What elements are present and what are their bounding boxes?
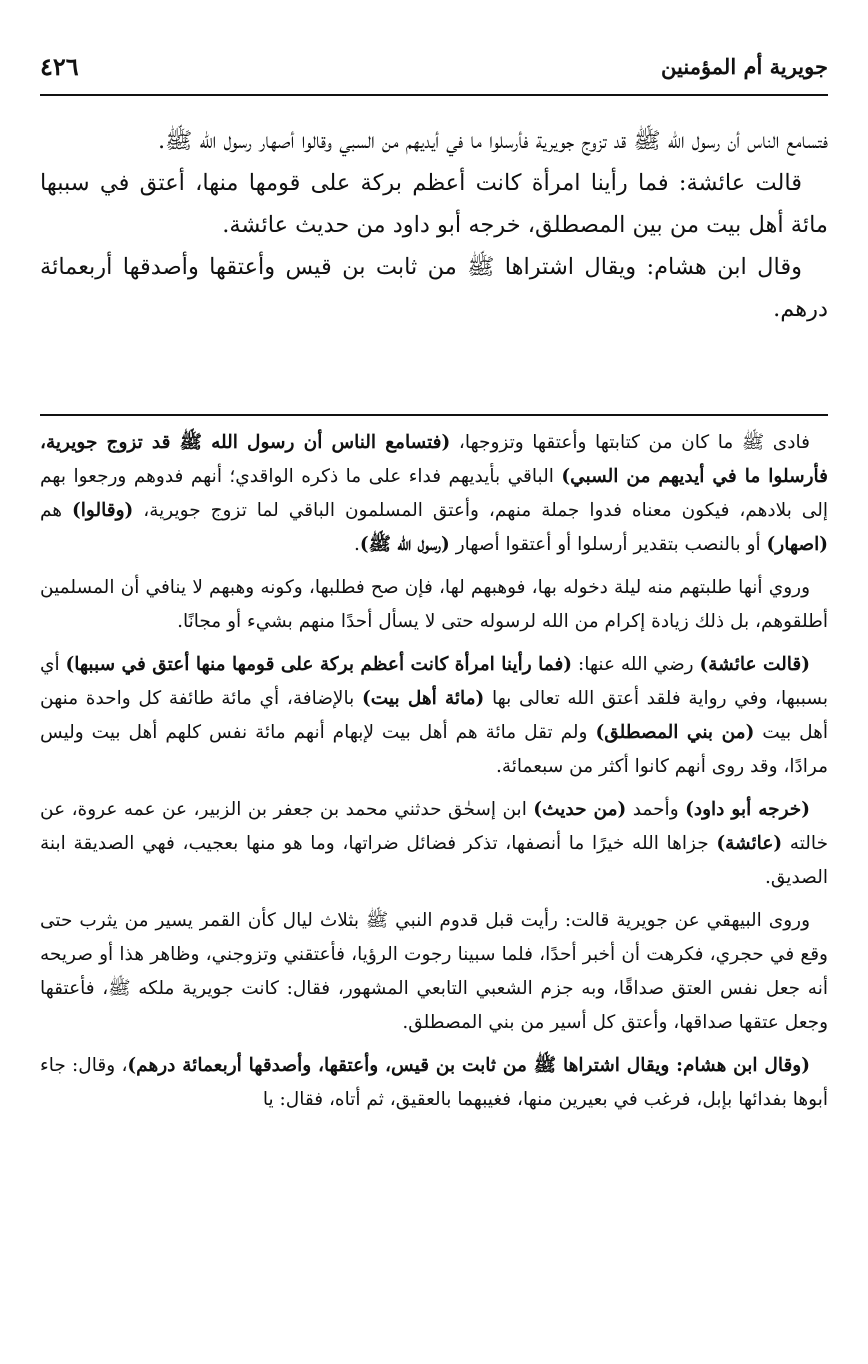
main-paragraph-3: وقال ابن هشام: ويقال اشتراها ﷺ من ثابت بن قيس وأعتقها وأصدقها أربعمائة درهم. (40, 254, 828, 322)
quoted-matn-text: (خرجه أبو داود) (685, 799, 810, 820)
commentary-paragraph-6 (40, 1049, 828, 1117)
commentary-paragraph-5 (40, 904, 828, 1040)
commentary-text: فادى ﷺ ما كان من كتابتها وأعتقها وتزوجها، (450, 432, 810, 453)
main-paragraph-1: فتسامع الناس أن رسول الله ﷺ قد تزوج جويرية فأرسلوا ما في أيديهم من السبي وقالوا أصهار رسول الله ﷺ. (158, 128, 828, 154)
commentary-text: ، وقال: جاء أبوها بفدائها بإبل، فرغب في بعيرين منها، فغيبهما بالعقيق، ثم أتاه، فقال: يا (40, 1055, 828, 1110)
quoted-matn-text: (فتسامع الناس أن رسول الله ﷺ قد تزوج جويرية، فأرسلوا ما في أيديهم من السبي) (40, 432, 828, 487)
commentary-text: وأحمد (626, 799, 686, 820)
commentary-paragraph-1 (40, 426, 828, 562)
commentary-text: ولم تقل مائة هم أهل بيت لإبهام أنهم مائة نفس كلهم أهل بيت وليس مرادًا، وقد روى أنهم كانوا أكثر من سبعمائة. (40, 722, 828, 777)
main-text (40, 120, 828, 330)
quoted-matn-text: (رسول الله ﷺ) (359, 534, 450, 555)
page-header (40, 50, 828, 90)
commentary-separator (40, 414, 828, 416)
quoted-matn-text: (عائشة) (716, 833, 783, 854)
commentary-text: أي بسببها، وفي رواية فلقد أعتق الله تعالى بها (39, 654, 828, 709)
commentary-text: ابن إسحٰق حدثني محمد بن جعفر بن الزبير، عن عمه عروة، عن خالته (40, 799, 829, 854)
quoted-matn-text: (اصهار) (766, 534, 828, 555)
commentary-text: الباقي بأيديهم فداء على ما ذكره الواقدي؛ أنهم فدوهم ورجعوا بهم إلى بلادهم، فيكون معناه فدوا جملة منهم، وأعتق المسلمون الباقي لما تزوج جويرية، (40, 466, 828, 521)
commentary-text: بالإضافة، أي مائة طائفة كل واحدة منهن أهل بيت (40, 688, 828, 743)
commentary-paragraph-4 (40, 793, 828, 895)
commentary-text: أو بالنصب بتقدير أرسلوا أو أعتقوا أصهار (449, 534, 767, 555)
quoted-matn-text: (من بني المصطلق) (595, 722, 755, 743)
quoted-matn-text: (وقالوا) (72, 500, 134, 521)
commentary-paragraph-2 (40, 571, 828, 639)
page-number: ٤٢٦ (40, 52, 79, 81)
header-rule (40, 94, 828, 96)
quoted-matn-text: (وقال ابن هشام: ويقال اشتراها ﷺ من ثابت بن قيس، وأعتقها، وأصدقها أربعمائة درهم) (127, 1055, 810, 1076)
quoted-matn-text: (قالت عائشة) (699, 654, 810, 675)
quoted-matn-text: (مائة أهل بيت) (361, 688, 485, 709)
commentary-text: رضي الله عنها: (572, 654, 700, 675)
commentary-text: وروى البيهقي عن جويرية قالت: رأيت قبل قدوم النبي ﷺ بثلاث ليال كأن القمر يسير من يثرب حتى وقع في حجري، فكرهت أن أخبر أحدًا، فلما سبينا رجوت الرؤيا، فأعتقني وتزوجني، وظاهر هذا أو صريحه أنه جعل نفس العتق صداقًا، وبه جزم الشعبي التابعي المشهور، فقال: كانت جويرية ملكه ﷺ، فأعتقها وجعل عتقها صداقها، وأعتق كل أسير من بني المصطلق. (40, 910, 828, 1033)
main-paragraph-2: قالت عائشة: فما رأينا امرأة كانت أعظم بركة على قومها منها، أعتق في سببها مائة أهل بيت من بين المصطلق، خرجه أبو داود من حديث عائشة. (40, 170, 828, 238)
commentary-text: هم (40, 500, 73, 521)
commentary-text: وروي أنها طلبتهم منه ليلة دخوله بها، فوهبهم لها، فإن صح فطلبها، وكونه وهبهم لا ينافي أن المسلمين أطلقوهم، بل ذلك زيادة إكرام من الله لرسوله حتى لا يسأل أحدًا منهم بشيء أو مجانًا. (40, 577, 828, 632)
commentary-text: . (353, 534, 360, 555)
commentary-paragraph-3 (40, 648, 828, 784)
running-title: جويرية أم المؤمنين (661, 54, 828, 79)
commentary (40, 426, 828, 1126)
quoted-matn-text: (من حديث) (533, 799, 627, 820)
quoted-matn-text: (فما رأينا امرأة كانت أعظم بركة على قومها منها أعتق في سببها) (65, 654, 573, 675)
commentary-text: جزاها الله خيرًا ما أنصفها، تذكر فضائل ضراتها، وما هو منها بعجيب، فهي الصديقة ابنة الصديق. (40, 833, 828, 888)
